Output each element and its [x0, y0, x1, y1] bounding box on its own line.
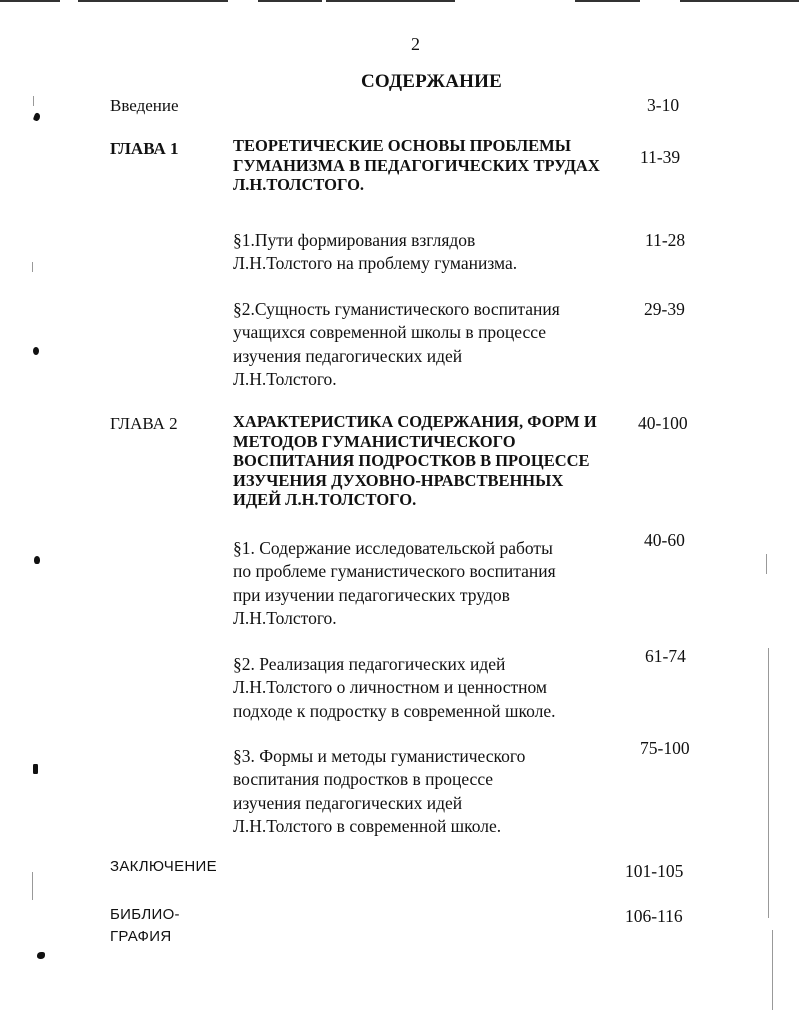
scan-line-mark — [766, 554, 767, 574]
chapter1-label: ГЛАВА 1 — [110, 139, 179, 158]
chapter2-section3-pages: 75-100 — [640, 738, 690, 758]
chapter2-section3-text: §3. Формы и методы гуманистического воспитания подростков в процессе изучения педагогических идей Л.Н.Толстого в современной школе. — [233, 746, 526, 836]
scan-mark — [37, 952, 45, 959]
chapter1-section2-text: §2.Сущность гуманистического воспитания учащихся современной школы в процессе изучения педагогических идей Л.Н.Толстого. — [233, 299, 560, 389]
intro-label: Введение — [110, 96, 179, 115]
chapter1-section2-pages: 29-39 — [644, 299, 685, 319]
conclusion-pages: 101-105 — [625, 861, 684, 881]
chapter2-section2-pages: 61-74 — [645, 646, 686, 666]
chapter2-label: ГЛАВА 2 — [110, 414, 178, 433]
chapter1-section1-pages: 11-28 — [645, 230, 686, 250]
scan-line-mark — [768, 648, 769, 918]
chapter2-pages: 40-100 — [638, 413, 688, 433]
bibliography-label: БИБЛИО- ГРАФИЯ — [110, 906, 180, 945]
chapter1-title: ТЕОРЕТИЧЕСКИЕ ОСНОВЫ ПРОБЛЕМЫ ГУМАНИЗМА В ПЕДАГОГИЧЕСКИХ ТРУДАХ Л.Н.ТОЛСТОГО. — [233, 136, 600, 194]
intro-pages: 3-10 — [647, 95, 680, 115]
scan-line-mark — [772, 930, 773, 1010]
chapter2-section1-pages: 40-60 — [644, 530, 685, 550]
scan-top-border — [0, 0, 799, 6]
chapter1-section1-text: §1.Пути формирования взглядов Л.Н.Толстого на проблему гуманизма. — [233, 230, 518, 274]
scan-mark — [33, 112, 41, 122]
conclusion-label: ЗАКЛЮЧЕНИЕ — [110, 858, 217, 875]
chapter1-pages: 11-39 — [640, 147, 681, 167]
page-number: 2 — [411, 34, 420, 54]
page-title: СОДЕРЖАНИЕ — [361, 71, 502, 92]
scan-mark — [33, 764, 38, 774]
scan-line-mark — [32, 872, 33, 900]
chapter2-title: ХАРАКТЕРИСТИКА СОДЕРЖАНИЯ, ФОРМ И МЕТОДОВ ГУМАНИСТИЧЕСКОГО ВОСПИТАНИЯ ПОДРОСТКОВ В ПРОЦЕССЕ ИЗУЧЕНИЯ ДУХОВНО-НРАВСТВЕННЫХ ИДЕЙ Л.Н.ТОЛСТОГО. — [233, 412, 597, 509]
scan-mark — [33, 347, 39, 355]
chapter2-section1-text: §1. Содержание исследовательской работы по проблеме гуманистического воспитания при изучении педагогических трудов Л.Н.Толстого. — [233, 538, 556, 628]
scan-line-mark — [33, 96, 34, 106]
scan-line-mark — [32, 262, 33, 272]
scan-mark — [34, 556, 40, 564]
bibliography-pages: 106-116 — [625, 906, 683, 926]
chapter2-section2-text: §2. Реализация педагогических идей Л.Н.Толстого о личностном и ценностном подходе к подростку в современной школе. — [233, 654, 556, 721]
